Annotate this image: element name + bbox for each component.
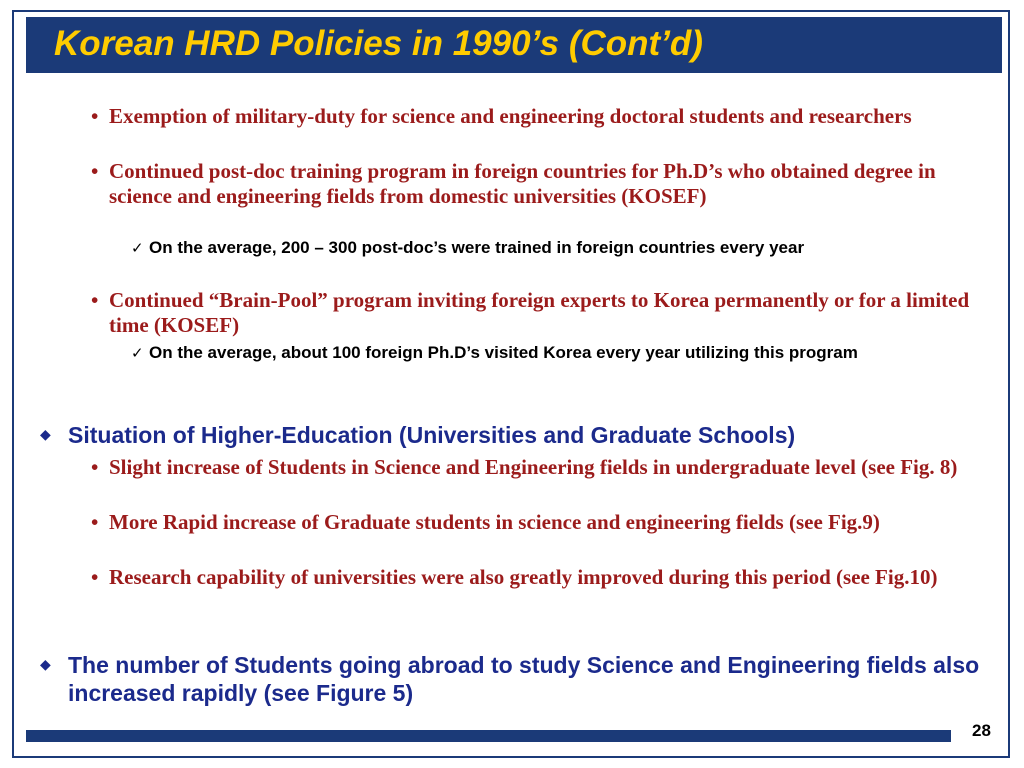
diamond-bullet-icon: ◆ xyxy=(40,427,51,443)
sub-bullet-text: On the average, about 100 foreign Ph.D’s visited Korea every year utilizing this program xyxy=(149,343,858,362)
bullet-graduate-increase xyxy=(91,510,989,535)
slide-title: Korean HRD Policies in 1990’s (Cont’d) xyxy=(54,24,703,63)
bullet-dot-icon: • xyxy=(91,455,99,479)
section-heading: The number of Students going abroad to study Science and Engineering fields also increased rapidly (see Figure 5) xyxy=(68,652,980,706)
sub-bullet-postdoc-average xyxy=(131,237,969,259)
checkmark-icon: ✓ xyxy=(131,239,144,257)
bullet-brain-pool xyxy=(91,288,989,338)
bullet-text: Exemption of military-duty for science and engineering doctoral students and researchers xyxy=(109,104,912,128)
bullet-dot-icon: • xyxy=(91,288,99,312)
bullet-undergraduate-increase xyxy=(91,455,989,480)
bullet-text: Slight increase of Students in Science and Engineering fields in undergraduate level (see Fig. 8) xyxy=(109,455,958,479)
bullet-text: More Rapid increase of Graduate students in science and engineering fields (see Fig.9) xyxy=(109,510,880,534)
page-number: 28 xyxy=(972,721,991,740)
sub-bullet-brain-pool-average xyxy=(131,342,969,364)
bullet-military-exemption xyxy=(91,104,989,129)
bullet-dot-icon: • xyxy=(91,565,99,589)
bullet-text: Continued post-doc training program in foreign countries for Ph.D’s who obtained degree in science and engineering fields from domestic universities (KOSEF) xyxy=(109,159,936,208)
bullet-dot-icon: • xyxy=(91,104,99,128)
diamond-bullet-icon: ◆ xyxy=(40,657,51,673)
section-students-abroad xyxy=(40,651,988,707)
bullet-dot-icon: • xyxy=(91,510,99,534)
section-higher-education xyxy=(40,421,988,449)
section-heading: Situation of Higher-Education (Universities and Graduate Schools) xyxy=(68,422,796,448)
sub-bullet-text: On the average, 200 – 300 post-doc’s were trained in foreign countries every year xyxy=(149,238,805,257)
bullet-text: Continued “Brain-Pool” program inviting foreign experts to Korea permanently or for a limited time (KOSEF) xyxy=(109,288,970,337)
footer-bar xyxy=(26,730,951,742)
bullet-text: Research capability of universities were also greatly improved during this period (see Fig.10) xyxy=(109,565,938,589)
bullet-dot-icon: • xyxy=(91,159,99,183)
bullet-research-capability xyxy=(91,565,989,590)
checkmark-icon: ✓ xyxy=(131,344,144,362)
bullet-postdoc-program xyxy=(91,159,989,209)
